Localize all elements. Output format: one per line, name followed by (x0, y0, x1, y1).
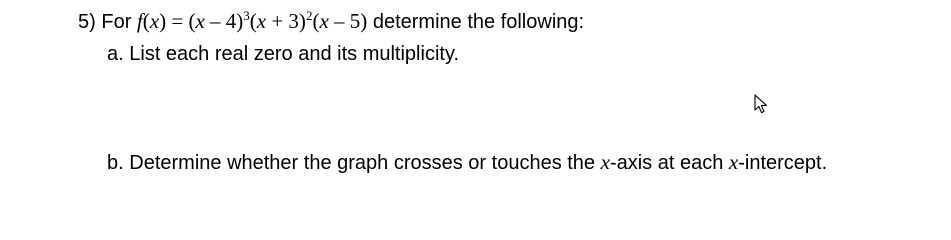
function-variable: x (149, 9, 160, 33)
part-b (107, 150, 827, 175)
factor-1-variable: x (195, 9, 205, 33)
factor-2-exponent: 2 (305, 8, 313, 23)
x-axis-variable: x (600, 150, 610, 174)
part-b-text-1: Determine whether the graph crosses or touches the (129, 152, 596, 174)
x-intercept-variable: x (728, 150, 739, 174)
part-a-label: a. (107, 43, 124, 65)
factor-3-variable: x (319, 9, 329, 33)
mouse-pointer-icon (754, 94, 768, 114)
factor-3-tail: – 5) (328, 9, 368, 33)
part-a (107, 42, 459, 66)
equals-sign: = (171, 9, 184, 33)
part-a-text: List each real zero and its multiplicity. (129, 43, 460, 65)
factor-1-tail: – 4) (204, 9, 244, 33)
function-name: f (136, 9, 143, 33)
part-b-label: b. (107, 152, 124, 174)
question-outro: determine the following: (372, 11, 585, 33)
part-b-text-2: -axis at each (609, 152, 724, 174)
question-intro: For (101, 11, 132, 33)
factor-2-tail: + 3) (266, 9, 306, 33)
factor-2-variable: x (256, 9, 267, 33)
factor-2-lead: ( (249, 9, 257, 33)
factor-3-lead: ( (312, 9, 320, 33)
question-number: 5) (78, 11, 96, 33)
factor-1-exponent: 3 (243, 8, 250, 23)
question-5 (78, 9, 584, 34)
part-b-text-3: -intercept. (738, 152, 828, 174)
function-definition: $f(x) = (x - 4)^3(x + 3)^2(x - 5)$ (136, 8, 368, 33)
factor-1-lead: ( (188, 9, 196, 33)
